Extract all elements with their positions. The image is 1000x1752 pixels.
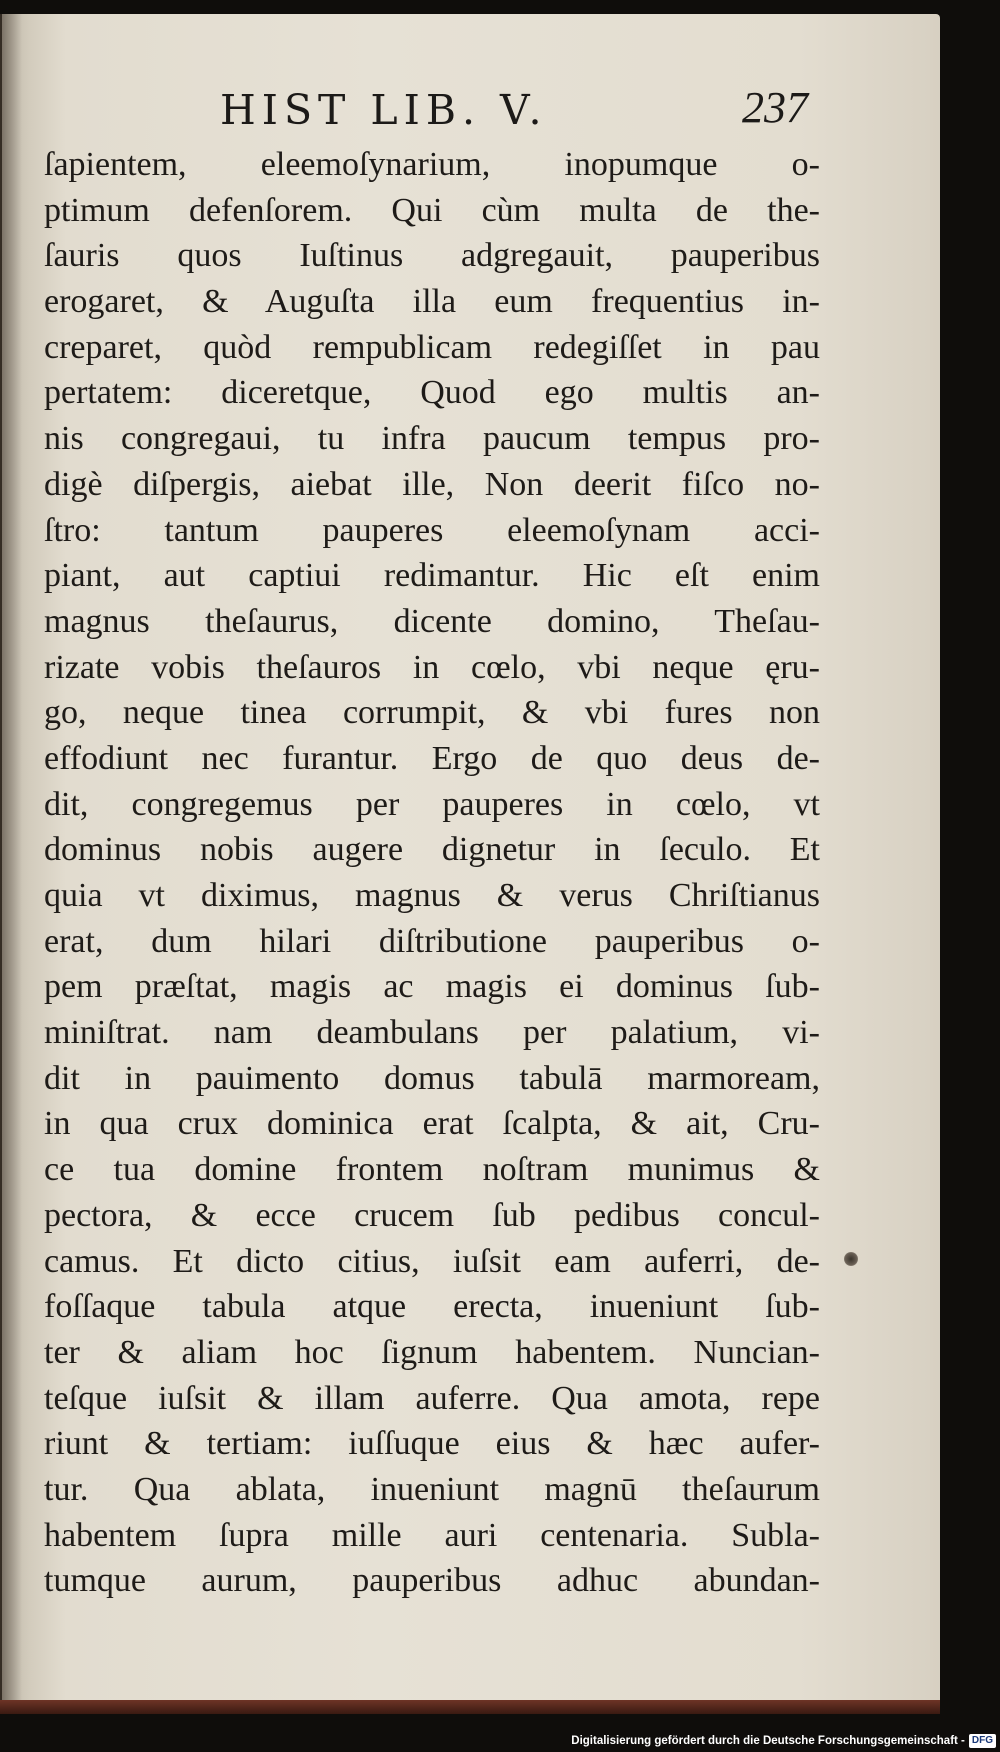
text-line: erogaret, & Auguſta illa eum frequentius in- (44, 283, 820, 321)
page-header (200, 80, 820, 140)
digitization-credit (571, 1732, 996, 1750)
text-line: ter & aliam hoc ſignum habentem. Nuncian- (44, 1333, 820, 1371)
text-line: habentem ſupra mille auri centenaria. Subla- (44, 1516, 820, 1554)
text-line: dominus nobis augere dignetur in ſeculo. Et (44, 831, 820, 869)
text-line: dit, congregemus per pauperes in cœlo, vt (44, 785, 820, 823)
text-line: teſque iuſsit & illam auferre. Qua amota, repe (44, 1379, 820, 1417)
text-line: dit in pauimento domus tabulā marmoream, (44, 1059, 820, 1097)
text-line: effodiunt nec furantur. Ergo de quo deus de- (44, 739, 820, 777)
text-line: ſauris quos Iuſtinus adgregauit, pauperibus (44, 237, 820, 275)
text-line: ce tua domine frontem noſtram munimus & (44, 1151, 820, 1189)
text-line: ſapientem, eleemoſynarium, inopumque o- (44, 146, 820, 183)
page-bottom-edge (0, 1700, 940, 1714)
credit-text: Digitalisierung gefördert durch die Deutsche Forschungsgemeinschaft - (571, 1735, 965, 1747)
text-line: nis congregaui, tu infra paucum tempus pro- (44, 420, 820, 458)
text-line: digè diſpergis, aiebat ille, Non deerit fiſco no- (44, 465, 820, 503)
text-line: rizate vobis theſauros in cœlo, vbi neque ęru- (44, 648, 820, 686)
text-line: pem præſtat, magis ac magis ei dominus ſub- (44, 968, 820, 1006)
text-line: camus. Et dicto citius, iuſsit eam auferri, de- (44, 1242, 820, 1280)
text-line: erat, dum hilari diſtributione pauperibus o- (44, 922, 820, 960)
text-line: piant, aut captiui redimantur. Hic eſt enim (44, 557, 820, 595)
running-head: HIST LIB. V. (220, 86, 548, 134)
text-line: creparet, quòd rempublicam redegiſſet in pau (44, 328, 820, 366)
text-line: ptimum defenſorem. Qui cùm multa de the- (44, 191, 820, 229)
text-line: foſſaque tabula atque erecta, inueniunt ſub- (44, 1288, 820, 1326)
text-line: tur. Qua ablata, inueniunt magnū theſaurum (44, 1470, 820, 1508)
text-line: magnus theſaurus, dicente domino, Theſau- (44, 602, 820, 640)
text-line: quia vt diximus, magnus & verus Chriſtianus (44, 877, 820, 914)
text-line: ſtro: tantum pauperes eleemoſynam acci- (44, 511, 820, 549)
body-text (44, 142, 820, 1604)
text-line: miniſtrat. nam deambulans per palatium, vi- (44, 1014, 820, 1052)
dfg-logo-icon: DFG (969, 1734, 996, 1748)
page-number: 237 (742, 83, 808, 132)
text-line: pectora, & ecce crucem ſub pedibus concul- (44, 1196, 820, 1234)
text-line: pertatem: diceretque, Quod ego multis an- (44, 374, 820, 412)
text-line: tumque aurum, pauperibus adhuc abundan- (44, 1562, 820, 1600)
text-line: riunt & tertiam: iuſſuque eius & hæc aufer- (44, 1425, 820, 1463)
text-line: in qua crux dominica erat ſcalpta, & ait, Cru- (44, 1105, 820, 1143)
text-line: go, neque tinea corrumpit, & vbi fures non (44, 694, 820, 732)
ink-smudge (844, 1252, 858, 1266)
